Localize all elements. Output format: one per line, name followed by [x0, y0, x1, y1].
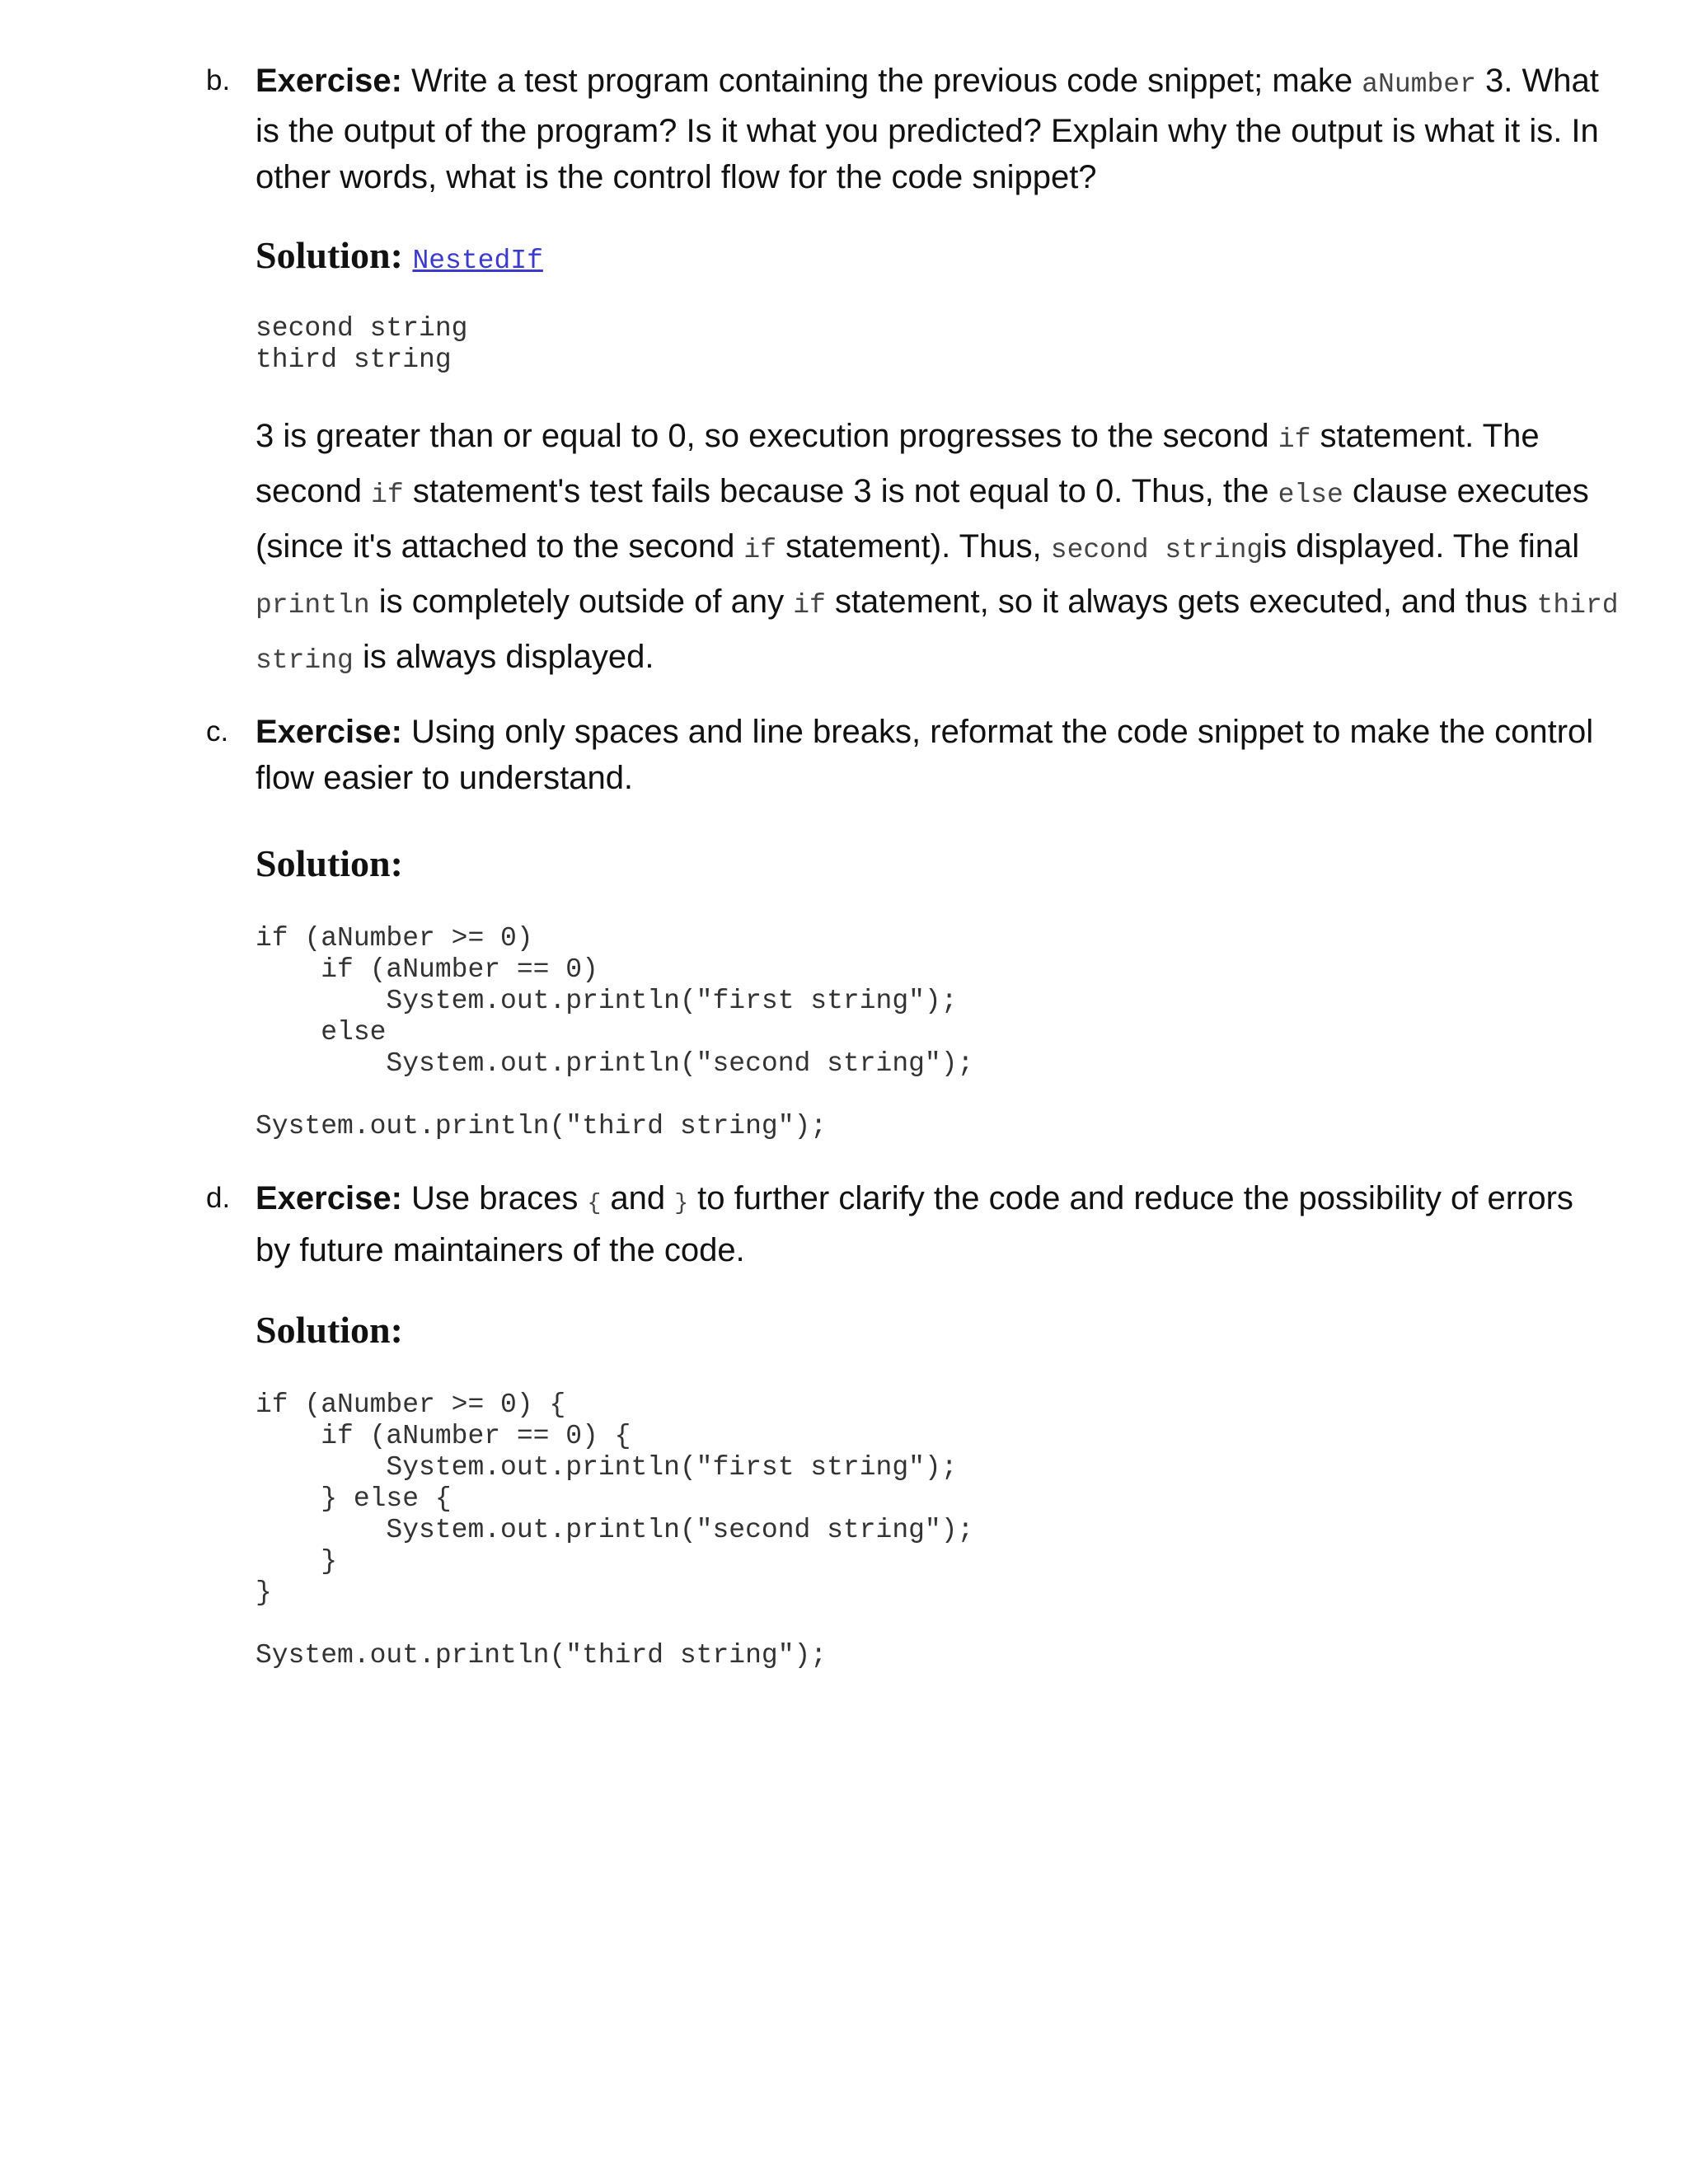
inline-code: if — [1278, 424, 1311, 455]
explanation-text: statement). Thus, — [776, 528, 1051, 565]
output-line: third string — [256, 344, 452, 375]
explanation-text: statement, so it always gets executed, and thus — [825, 583, 1537, 620]
code-line: if (aNumber >= 0) { — [256, 1390, 566, 1420]
prompt-text: Write a test program containing the previous code snippet; make — [401, 63, 1362, 99]
list-marker-c: c. — [206, 715, 229, 748]
inline-code: if — [793, 590, 826, 621]
solution-heading-d — [256, 1307, 403, 1353]
code-line: if (aNumber == 0) — [256, 954, 598, 985]
code-line: } — [256, 1577, 272, 1608]
solution-heading-b — [256, 232, 543, 284]
exercise-label: Exercise: — [256, 1180, 402, 1216]
solution-label: Solution: — [256, 842, 403, 884]
inline-code: if — [371, 480, 404, 510]
output-line: second string — [256, 313, 468, 344]
list-marker-b: b. — [206, 64, 231, 96]
code-line: System.out.println("third string"); — [256, 1640, 828, 1671]
code-line: System.out.println("third string"); — [256, 1111, 828, 1141]
prompt-text: 3. What is the output of the program? Is it what you predicted? Explain why the output is what it is. In other words, what is the control flow for the code snippet? — [256, 63, 1599, 195]
code-line — [256, 1609, 973, 1640]
exercise-b-prompt — [256, 58, 1607, 200]
code-line: } else { — [256, 1483, 452, 1514]
prompt-text: Using only spaces and line breaks, reformat the code snippet to make the control flow easier to understand. — [256, 714, 1594, 796]
code-line: System.out.println("second string"); — [256, 1048, 974, 1079]
solution-link-nestedif[interactable]: NestedIf — [412, 246, 543, 276]
program-output — [256, 313, 467, 376]
explanation-text: is always displayed. — [353, 639, 654, 675]
code-line: System.out.println("first string"); — [256, 1452, 958, 1483]
inline-code: aNumber — [1362, 69, 1476, 100]
code-line: } — [256, 1546, 338, 1577]
inline-code: third string — [256, 590, 1619, 676]
explanation-text: statement's test fails because 3 is not equal to 0. Thus, the — [403, 473, 1278, 509]
solution-heading-c — [256, 841, 403, 887]
solution-label: Solution: — [256, 234, 403, 276]
prompt-text: to further clarify the code and reduce the possibility of errors by future maintainers of the code. — [256, 1180, 1573, 1268]
inline-code: } — [674, 1191, 689, 1216]
prompt-text: and — [601, 1180, 675, 1216]
exercise-d-prompt — [256, 1175, 1607, 1273]
code-snippet-braces — [256, 1390, 973, 1671]
code-line: System.out.println("first string"); — [256, 986, 958, 1016]
code-line: System.out.println("second string"); — [256, 1515, 974, 1545]
explanation-paragraph — [256, 410, 1640, 687]
code-snippet-reformatted — [256, 923, 973, 1142]
exercise-c-prompt — [256, 709, 1607, 801]
inline-code: if — [743, 535, 777, 565]
exercise-label: Exercise: — [256, 714, 402, 750]
code-line: else — [256, 1017, 387, 1047]
inline-code: second string — [1050, 535, 1264, 565]
inline-code: println — [256, 590, 370, 621]
prompt-text: Use braces — [401, 1180, 588, 1216]
explanation-text: is displayed. The final — [1263, 528, 1580, 565]
code-line: if (aNumber >= 0) — [256, 923, 533, 954]
inline-code: { — [587, 1191, 602, 1216]
inline-code: else — [1278, 480, 1343, 510]
explanation-text: clause executes (since it's attached to the second — [256, 473, 1589, 565]
exercise-label: Exercise: — [256, 63, 402, 99]
explanation-text: is completely outside of any — [369, 583, 794, 620]
explanation-text: 3 is greater than or equal to 0, so execution progresses to the second — [256, 418, 1278, 454]
code-line: if (aNumber == 0) { — [256, 1421, 631, 1451]
list-marker-d: d. — [206, 1182, 231, 1214]
solution-label: Solution: — [256, 1309, 403, 1351]
code-line — [256, 1080, 973, 1111]
explanation-text: statement. The second — [256, 418, 1540, 509]
